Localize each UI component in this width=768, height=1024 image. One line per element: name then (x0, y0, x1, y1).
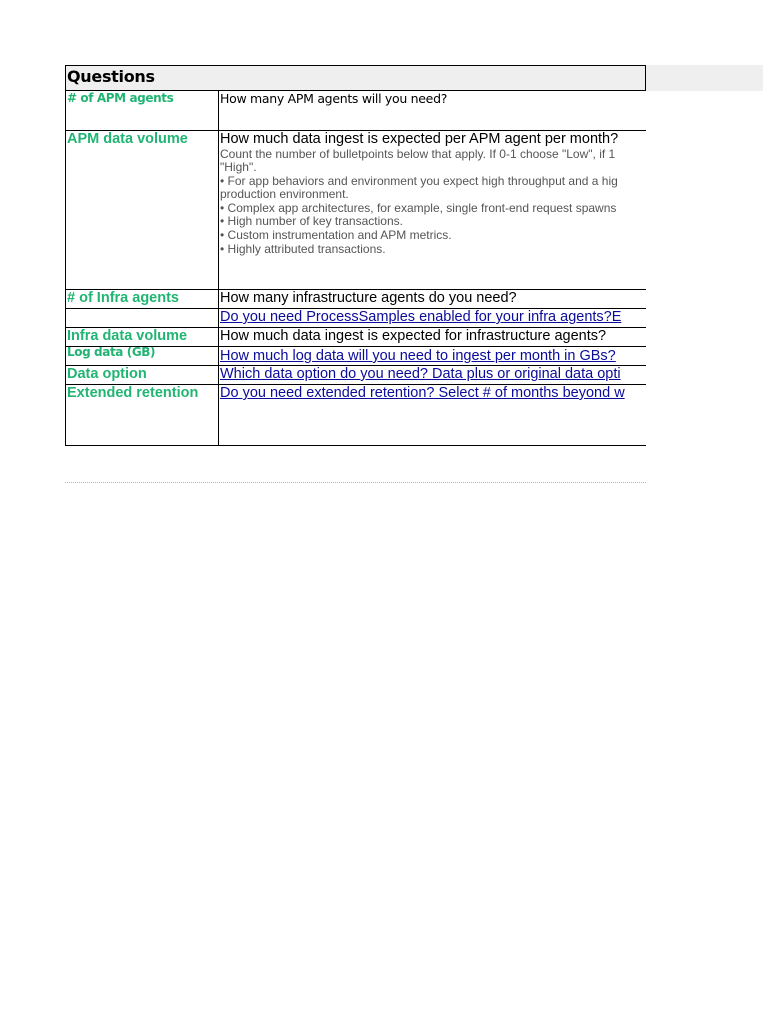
label-cell[interactable] (65, 385, 219, 445)
note-line: • Highly attributed transactions. (220, 242, 386, 256)
question-cell[interactable] (219, 131, 646, 289)
question-text: How many infrastructure agents do you need? (220, 290, 517, 306)
questions-table (65, 90, 646, 446)
label-cell[interactable] (65, 131, 219, 289)
question-link[interactable]: How much log data will you need to ingest per month in GBs? (220, 348, 616, 364)
table-row (65, 90, 646, 130)
row-label: Extended retention (67, 385, 199, 401)
question-link[interactable]: Do you need extended retention? Select # of months beyond w (220, 385, 625, 401)
question-text: How much data ingest is expected per APM agent per month? (220, 131, 619, 147)
label-cell[interactable] (65, 91, 219, 130)
note-line: • For app behaviors and environment you expect high throughput and a hig (220, 174, 618, 188)
question-cell[interactable] (219, 328, 646, 346)
question-cell[interactable] (219, 385, 646, 445)
label-cell[interactable] (65, 309, 219, 327)
label-cell[interactable] (65, 290, 219, 308)
row-label: Log data (GB) (67, 347, 156, 359)
table-bottom-border (65, 445, 646, 446)
table-row (65, 308, 646, 327)
table-row (65, 130, 646, 289)
label-cell[interactable] (65, 328, 219, 346)
label-cell[interactable] (65, 347, 219, 365)
question-cell[interactable] (219, 366, 646, 384)
note-line: Count the number of bulletpoints below that apply. If 0-1 choose "Low", if 1 (220, 147, 616, 161)
page-break-line (65, 482, 646, 483)
row-label: # of APM agents (67, 91, 174, 105)
table-row (65, 289, 646, 308)
table-row (65, 365, 646, 384)
row-label: # of Infra agents (67, 290, 179, 306)
note-line: production environment. (220, 187, 349, 201)
question-cell[interactable] (219, 309, 646, 327)
question-cell[interactable] (219, 290, 646, 308)
question-link[interactable]: Do you need ProcessSamples enabled for your infra agents?E (220, 309, 622, 325)
question-link[interactable]: Which data option do you need? Data plus or original data opti (220, 366, 621, 382)
note-line: • Custom instrumentation and APM metrics. (220, 228, 452, 242)
question-text: How much data ingest is expected for infrastructure agents? (220, 328, 607, 344)
table-row (65, 384, 646, 445)
note-line: • Complex app architectures, for example, single front-end request spawns (220, 201, 617, 215)
note-line: • High number of key transactions. (220, 214, 403, 228)
question-cell[interactable] (219, 91, 646, 130)
question-text: How many APM agents will you need? (220, 91, 448, 106)
table-row (65, 346, 646, 365)
header-title: Questions (67, 67, 155, 86)
table-row (65, 327, 646, 346)
question-cell[interactable] (219, 347, 646, 365)
row-label: Infra data volume (67, 328, 188, 344)
label-cell[interactable] (65, 366, 219, 384)
note-line: "High". (220, 160, 257, 174)
row-label: APM data volume (67, 131, 188, 147)
row-label: Data option (67, 366, 147, 382)
